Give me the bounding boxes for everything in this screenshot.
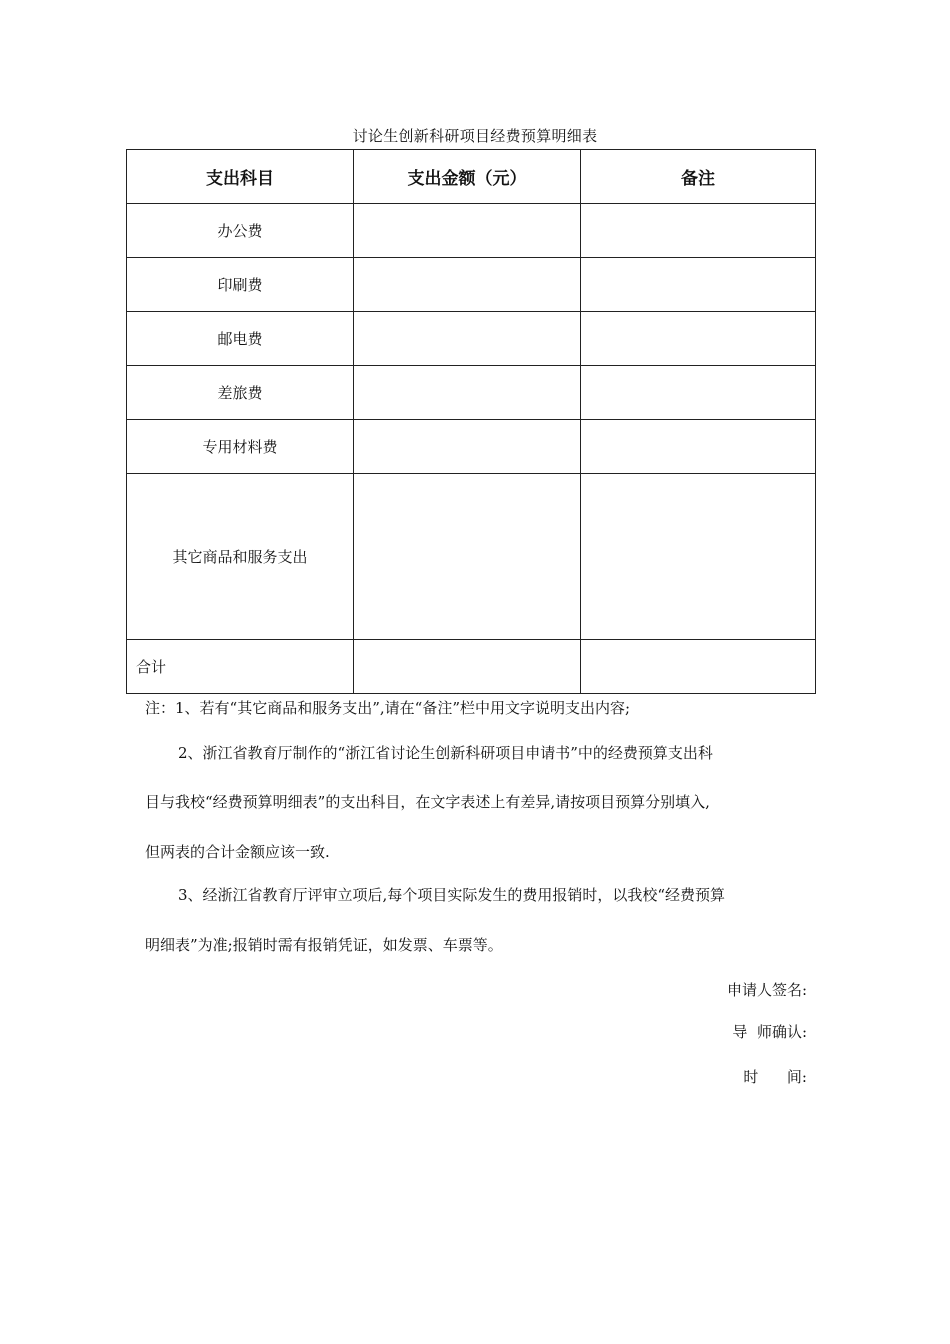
remarks-cell[interactable]	[581, 258, 816, 312]
row-label-postage: 邮电费	[127, 312, 354, 366]
note-line-6: 明细表”为准;报销时需有报销凭证，如发票、车票等。	[145, 936, 503, 954]
document-title: 讨论生创新科研项目经费预算明细表	[352, 127, 598, 145]
table-header-row	[127, 150, 816, 204]
amount-cell[interactable]	[354, 366, 581, 420]
table-row	[127, 366, 816, 420]
table-row	[127, 420, 816, 474]
row-label-printing: 印刷费	[127, 258, 354, 312]
remarks-cell[interactable]	[581, 640, 816, 694]
row-label-office: 办公费	[127, 204, 354, 258]
amount-cell[interactable]	[354, 204, 581, 258]
row-label-travel: 差旅费	[127, 366, 354, 420]
header-expense-amount: 支出金额（元）	[354, 150, 581, 204]
amount-cell[interactable]	[354, 420, 581, 474]
note-line-4: 但两表的合计金额应该一致.	[145, 843, 330, 861]
remarks-cell[interactable]	[581, 420, 816, 474]
header-remarks: 备注	[581, 150, 816, 204]
row-label-total: 合计	[127, 640, 354, 694]
row-label-materials: 专用材料费	[127, 420, 354, 474]
remarks-cell[interactable]	[581, 312, 816, 366]
amount-cell[interactable]	[354, 258, 581, 312]
remarks-cell[interactable]	[581, 474, 816, 640]
remarks-cell[interactable]	[581, 204, 816, 258]
note-line-1: 注：1、若有“其它商品和服务支出”,请在“备注”栏中用文字说明支出内容;	[145, 699, 631, 717]
date-label: 时 间:	[743, 1068, 807, 1086]
amount-cell[interactable]	[354, 640, 581, 694]
remarks-cell[interactable]	[581, 366, 816, 420]
amount-cell[interactable]	[354, 312, 581, 366]
header-expense-item: 支出科目	[127, 150, 354, 204]
table-row	[127, 204, 816, 258]
table-row-total	[127, 640, 816, 694]
table-row	[127, 474, 816, 640]
applicant-signature-label: 申请人签名:	[726, 981, 807, 999]
note-line-5: 3、经浙江省教育厅评审立项后,每个项目实际发生的费用报销时，以我校“经费预算	[178, 886, 725, 904]
note-line-3: 目与我校“经费预算明细表”的支出科目，在文字表述上有差异,请按项目预算分别填入,	[145, 793, 710, 811]
table-row	[127, 258, 816, 312]
amount-cell[interactable]	[354, 474, 581, 640]
advisor-confirm-label: 导 师确认:	[732, 1023, 807, 1041]
table-row	[127, 312, 816, 366]
budget-table	[126, 149, 816, 694]
note-line-2: 2、浙江省教育厅制作的“浙江省讨论生创新科研项目申请书”中的经费预算支出科	[178, 744, 713, 762]
row-label-other: 其它商品和服务支出	[127, 474, 354, 640]
